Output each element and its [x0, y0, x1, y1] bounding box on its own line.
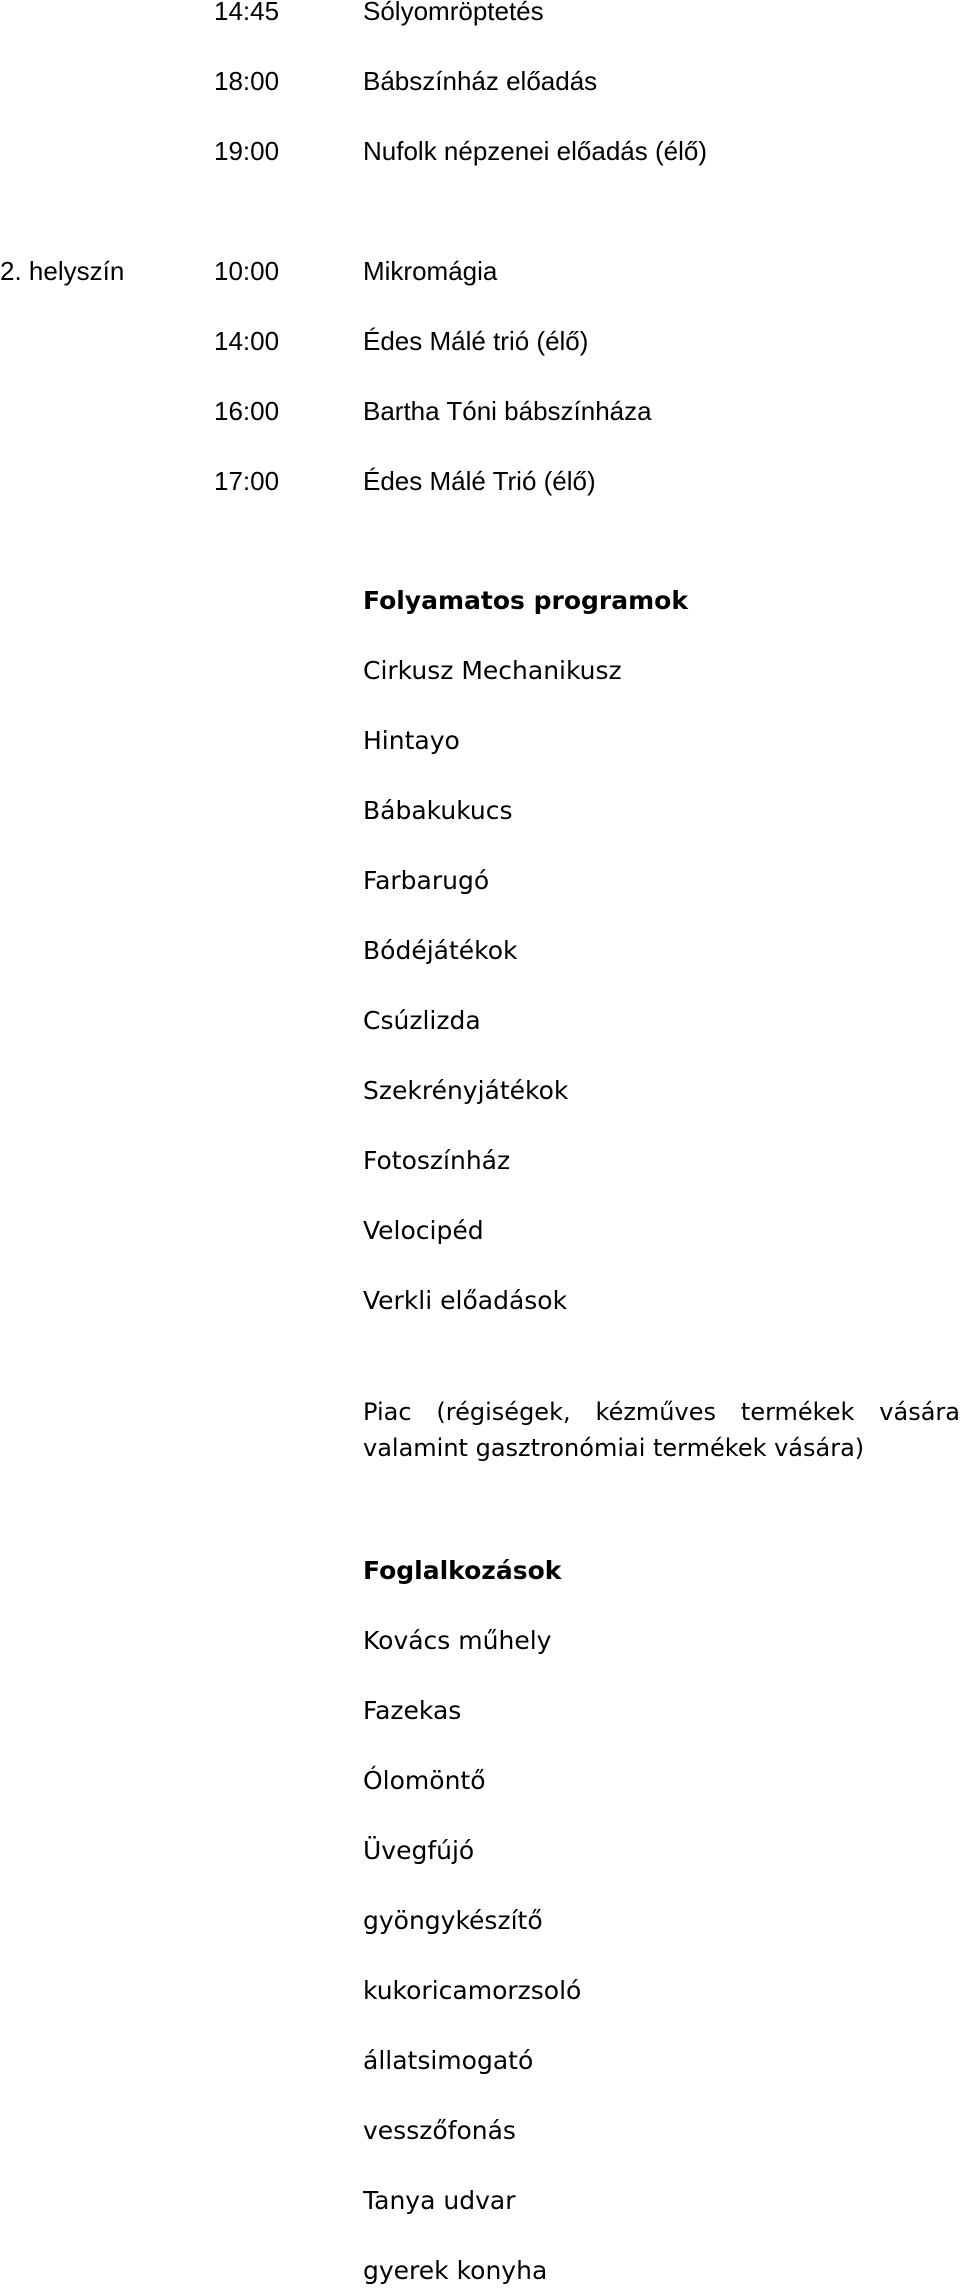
- schedule-time: 19:00: [214, 136, 280, 166]
- list-item: Fazekas: [363, 1696, 462, 1725]
- section-heading: Folyamatos programok: [363, 586, 688, 615]
- list-item: Bódéjátékok: [363, 936, 518, 965]
- list-item: állatsimogató: [363, 2046, 534, 2075]
- list-item: kukoricamorzsoló: [363, 1976, 582, 2005]
- schedule-program: Édes Málé trió (élő): [363, 326, 589, 356]
- list-item: Farbarugó: [363, 866, 490, 895]
- venue-label: 2. helyszín: [0, 256, 125, 286]
- list-item: Üvegfújó: [363, 1836, 475, 1865]
- list-item: gyerek konyha: [363, 2256, 548, 2285]
- schedule-time: 14:45: [214, 0, 280, 26]
- list-item: Kovács műhely: [363, 1626, 552, 1655]
- list-item: Cirkusz Mechanikusz: [363, 656, 622, 685]
- schedule-program: Sólyomröptetés: [363, 0, 544, 26]
- list-item: Fotoszínház: [363, 1146, 511, 1175]
- list-item: vesszőfonás: [363, 2116, 516, 2145]
- list-item: Velocipéd: [363, 1216, 484, 1245]
- list-item: gyöngykészítő: [363, 1906, 543, 1935]
- schedule-program: Mikromágia: [363, 256, 498, 286]
- list-item: Szekrényjátékok: [363, 1076, 569, 1105]
- schedule-program: Édes Málé Trió (élő): [363, 466, 596, 496]
- schedule-time: 17:00: [214, 466, 280, 496]
- list-item: Tanya udvar: [363, 2186, 516, 2215]
- schedule-time: 18:00: [214, 66, 280, 96]
- schedule-program: Nufolk népzenei előadás (élő): [363, 136, 707, 166]
- schedule-program: Bartha Tóni bábszínháza: [363, 396, 652, 426]
- list-item: Verkli előadások: [363, 1286, 568, 1315]
- schedule-time: 16:00: [214, 396, 280, 426]
- list-item: Ólomöntő: [363, 1766, 486, 1795]
- list-item: Hintayo: [363, 726, 460, 755]
- schedule-time: 10:00: [214, 256, 280, 286]
- market-paragraph: Piac (régiségek, kézműves termékek vására valamint gasztronómiai termékek vására): [363, 1398, 960, 1462]
- schedule-time: 14:00: [214, 326, 280, 356]
- section-heading: Foglalkozások: [363, 1556, 562, 1585]
- list-item: Csúzlizda: [363, 1006, 481, 1035]
- schedule-program: Bábszínház előadás: [363, 66, 598, 96]
- list-item: Bábakukucs: [363, 796, 513, 825]
